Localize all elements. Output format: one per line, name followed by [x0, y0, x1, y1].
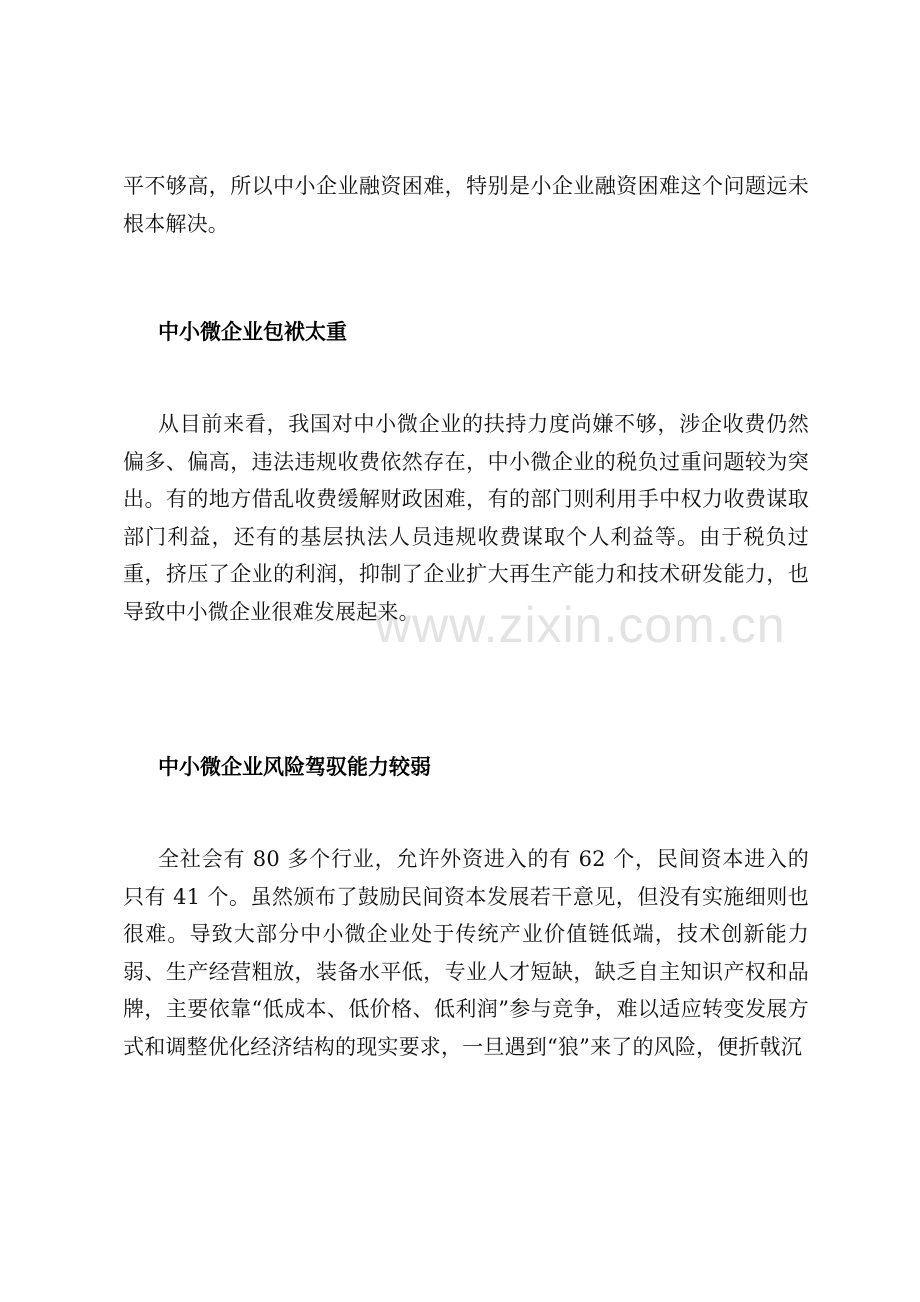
paragraph-risk: 全社会有 80 多个行业，允许外资进入的有 62 个，民间资本进入的只有 41 个。虽然颁布了鼓励民间资本发展若干意见，但没有实施细则也很难。导致大部分中小微企业处于传统产业价值链低端，技术创新能力弱、生产经营粗放，装备水平低，专业人才短缺，缺乏自主知识产权和品牌，主要依靠“低成本、低价格、低利润”参与竞争，难以适应转变发展方式和调整优化经济结构的现实要求，一旦遇到“狼”来了的风险，便折戟沉	[123, 847, 809, 1059]
section-heading-burden: 中小微企业包袱太重	[158, 320, 347, 344]
paragraph-burden: 从目前来看，我国对中小微企业的扶持力度尚嫌不够，涉企收费仍然偏多、偏高，违法违规收费依然存在，中小微企业的税负过重问题较为突出。有的地方借乱收费缓解财政困难，有的部门则利用手中权力收费谋取部门利益，还有的基层执法人员违规收费谋取个人利益等。由于税负过重，挤压了企业的利润，抑制了企业扩大再生产能力和技术研发能力，也导致中小微企业很难发展起来。	[123, 412, 809, 624]
watermark: www.zixin.com.cn	[375, 597, 786, 653]
paragraph-continued: 平不够高，所以中小企业融资困难，特别是小企业融资困难这个问题远未根本解决。	[123, 174, 809, 236]
section-heading-risk: 中小微企业风险驾驭能力较弱	[158, 755, 431, 779]
